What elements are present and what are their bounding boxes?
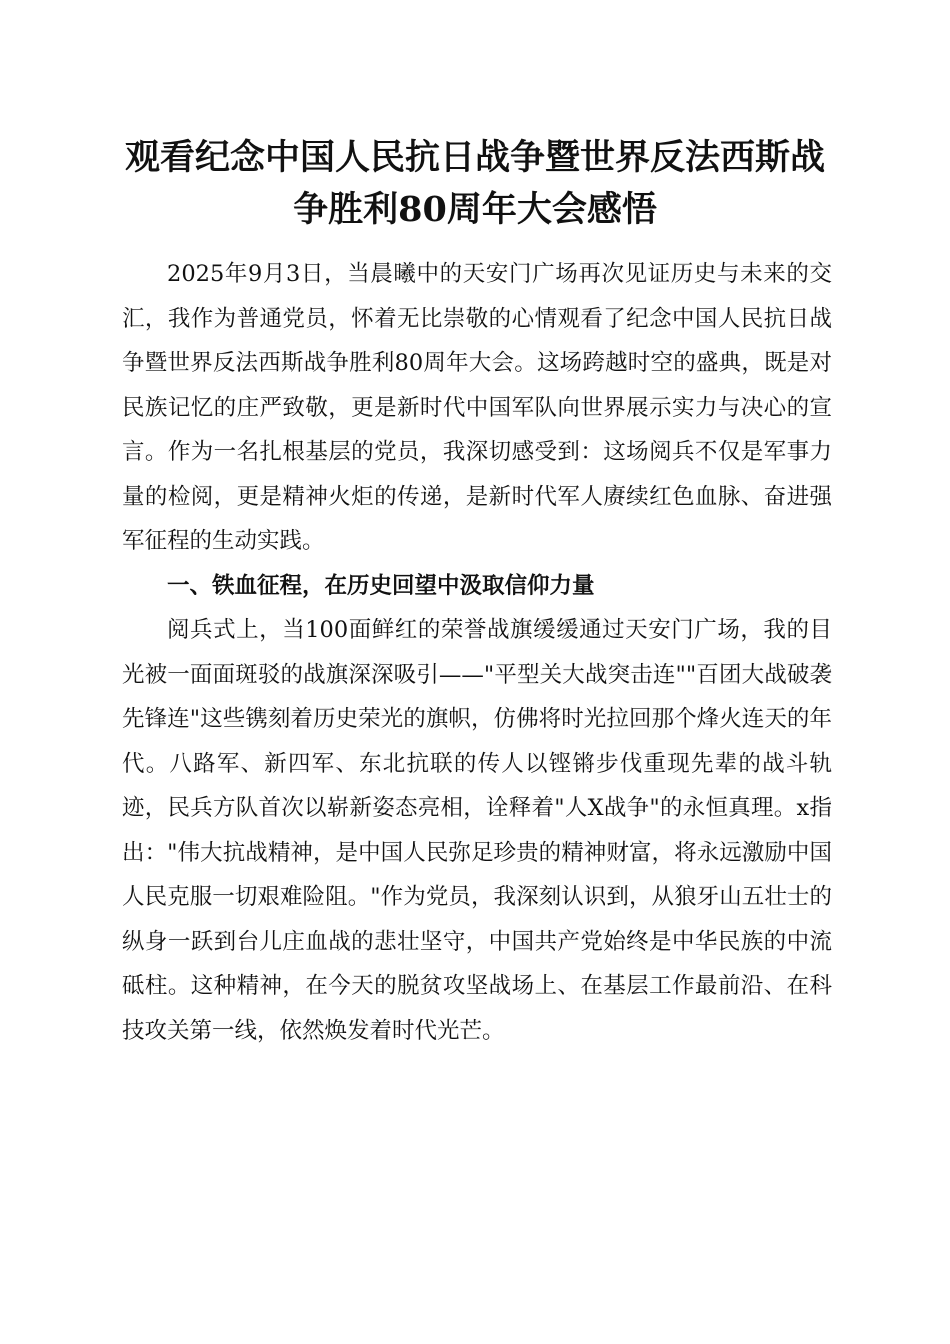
document-body: [122, 252, 832, 1053]
document-title: [100, 132, 850, 236]
section-heading: 一、铁血征程，在历史回望中汲取信仰力量: [167, 572, 595, 599]
intro-paragraph: 2025年9月3日，当晨曦中的天安门广场再次见证历史与未来的交汇，我作为普通党员，怀着无比崇敬的心情观看了纪念中国人民抗日战争暨世界反法西斯战争胜利80周年大会。这场跨越时空的盛典，既是对民族记忆的庄严致敬，更是新时代中国军队向世界展示实力与决心的宣言。作为一名扎根基层的党员，我深切感受到：这场阅兵不仅是军事力量的检阅，更是精神火炬的传递，是新时代军人赓续红色血脉、奋进强军征程的生动实践。: [122, 261, 832, 554]
title-line-2: 争胜利80周年大会感悟: [293, 189, 657, 230]
title-line-1: 观看纪念中国人民抗日战争暨世界反法西斯战: [124, 137, 825, 178]
body-paragraph: 阅兵式上，当100面鲜红的荣誉战旗缓缓通过天安门广场，我的目光被一面面斑驳的战旗深深吸引——"平型关大战突击连""百团大战破袭先锋连"这些镌刻着历史荣光的旗帜，仿佛将时光拉回那个烽火连天的年代。八路军、新四军、东北抗联的传人以铿锵步伐重现先辈的战斗轨迹，民兵方队首次以崭新姿态亮相，诠释着"人X战争"的永恒真理。x指出："伟大抗战精神，是中国人民弥足珍贵的精神财富，将永远激励中国人民克服一切艰难险阻。"作为党员，我深刻认识到，从狼牙山五壮士的纵身一跃到台儿庄血战的悲壮坚守，中国共产党始终是中华民族的中流砥柱。这种精神，在今天的脱贫攻坚战场上、在基层工作最前沿、在科技攻关第一线，依然焕发着时代光芒。: [122, 617, 832, 1044]
